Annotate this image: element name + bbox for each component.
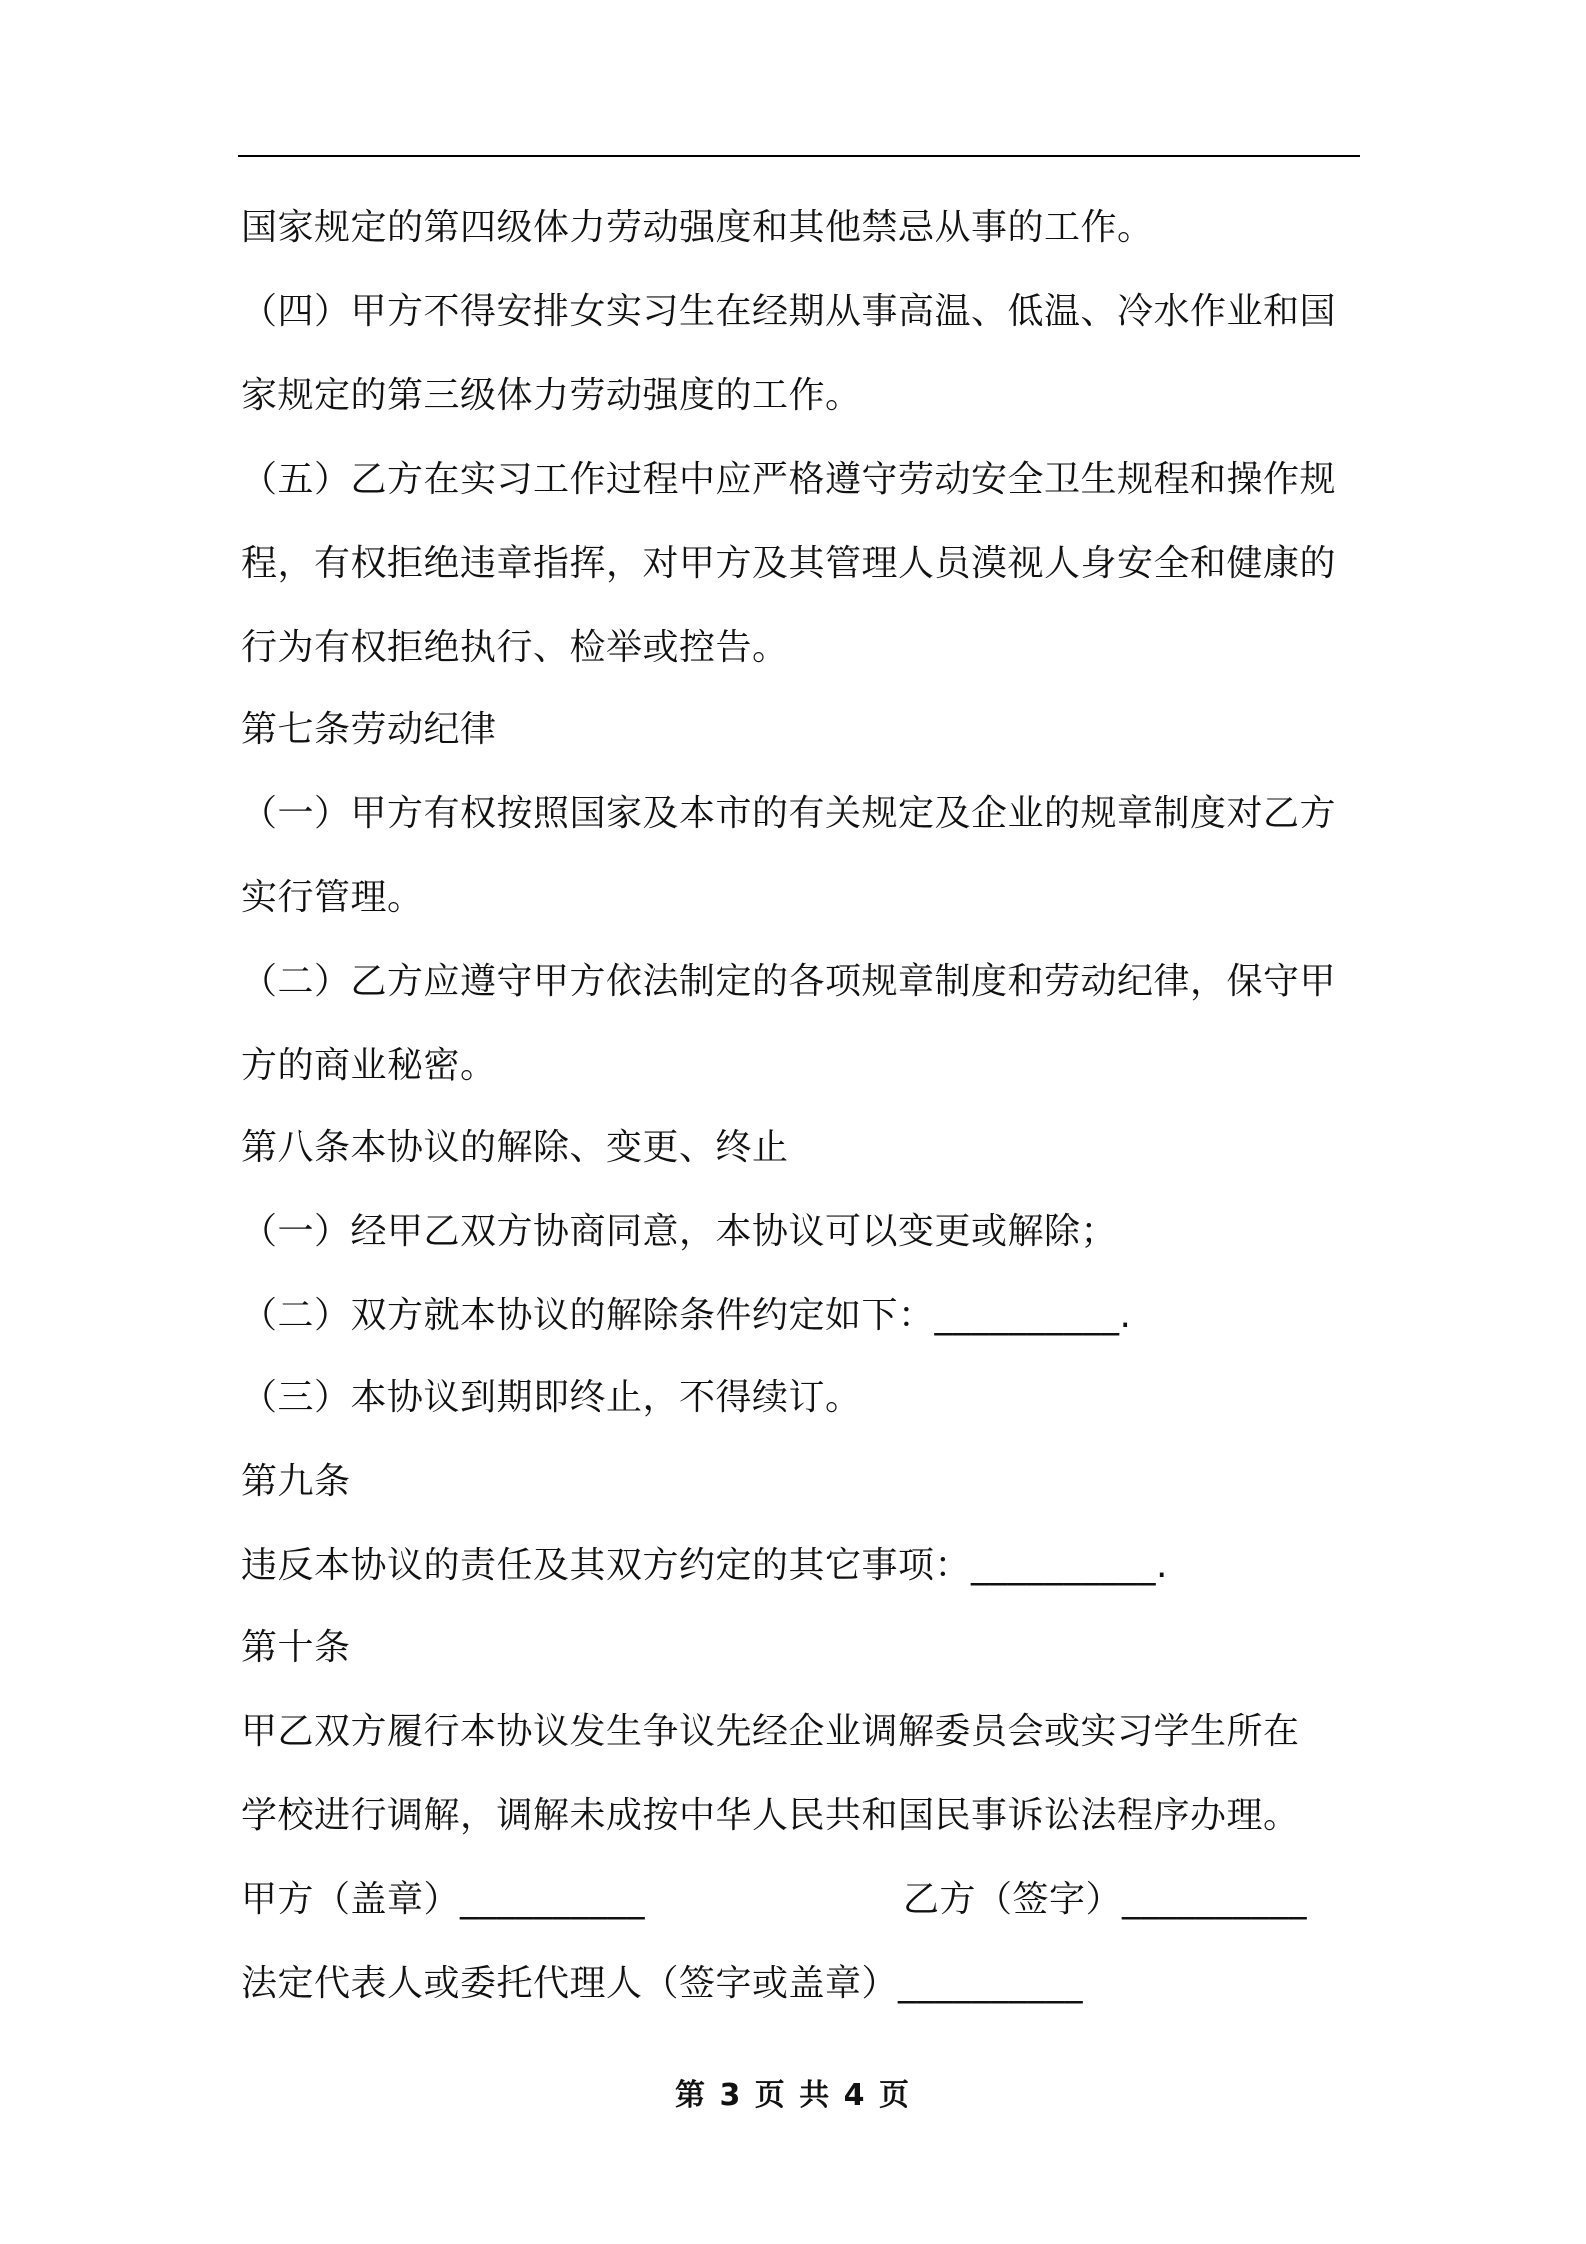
text-line: 甲乙双方履行本协议发生争议先经企业调解委员会或实习学生所在 xyxy=(241,1711,1300,1752)
section-heading: 第七条劳动纪律 xyxy=(241,709,497,750)
text-line: 家规定的第三级体力劳动强度的工作。 xyxy=(241,375,862,416)
section-heading: 第九条 xyxy=(241,1461,351,1502)
text-line: 程，有权拒绝违章指挥，对甲方及其管理人员漠视人身安全和健康的 xyxy=(241,543,1337,584)
signature-party-b: 乙方（签字）__________ xyxy=(903,1879,1308,1920)
text-line: （四）甲方不得安排女实习生在经期从事高温、低温、冷水作业和国 xyxy=(241,291,1337,332)
text-line: （二）乙方应遵守甲方依法制定的各项规章制度和劳动纪律，保守甲 xyxy=(241,961,1337,1002)
section-heading: 第八条本协议的解除、变更、终止 xyxy=(241,1127,789,1168)
text-line: 行为有权拒绝执行、检举或控告。 xyxy=(241,627,789,668)
text-line: （五）乙方在实习工作过程中应严格遵守劳动安全卫生规程和操作规 xyxy=(241,459,1337,500)
text-line: 学校进行调解，调解未成按中华人民共和国民事诉讼法程序办理。 xyxy=(241,1795,1300,1836)
text-line: （二）双方就本协议的解除条件约定如下：__________. xyxy=(241,1295,1132,1336)
text-line: 方的商业秘密。 xyxy=(241,1045,497,1086)
header-rule xyxy=(238,155,1360,157)
signature-party-a: 甲方（盖章）__________ xyxy=(241,1879,646,1920)
text-line: 实行管理。 xyxy=(241,877,424,918)
text-line: 违反本协议的责任及其双方约定的其它事项：__________. xyxy=(241,1545,1168,1586)
section-heading: 第十条 xyxy=(241,1627,351,1668)
page-number-footer: 第 3 页 共 4 页 xyxy=(675,2078,911,2113)
signature-representative: 法定代表人或委托代理人（签字或盖章）__________ xyxy=(241,1963,1084,2004)
text-line: （一）经甲乙双方协商同意，本协议可以变更或解除； xyxy=(241,1211,1118,1252)
text-line: 国家规定的第四级体力劳动强度和其他禁忌从事的工作。 xyxy=(241,207,1154,248)
text-line: （三）本协议到期即终止，不得续订。 xyxy=(241,1377,862,1418)
text-line: （一）甲方有权按照国家及本市的有关规定及企业的规章制度对乙方 xyxy=(241,793,1337,834)
